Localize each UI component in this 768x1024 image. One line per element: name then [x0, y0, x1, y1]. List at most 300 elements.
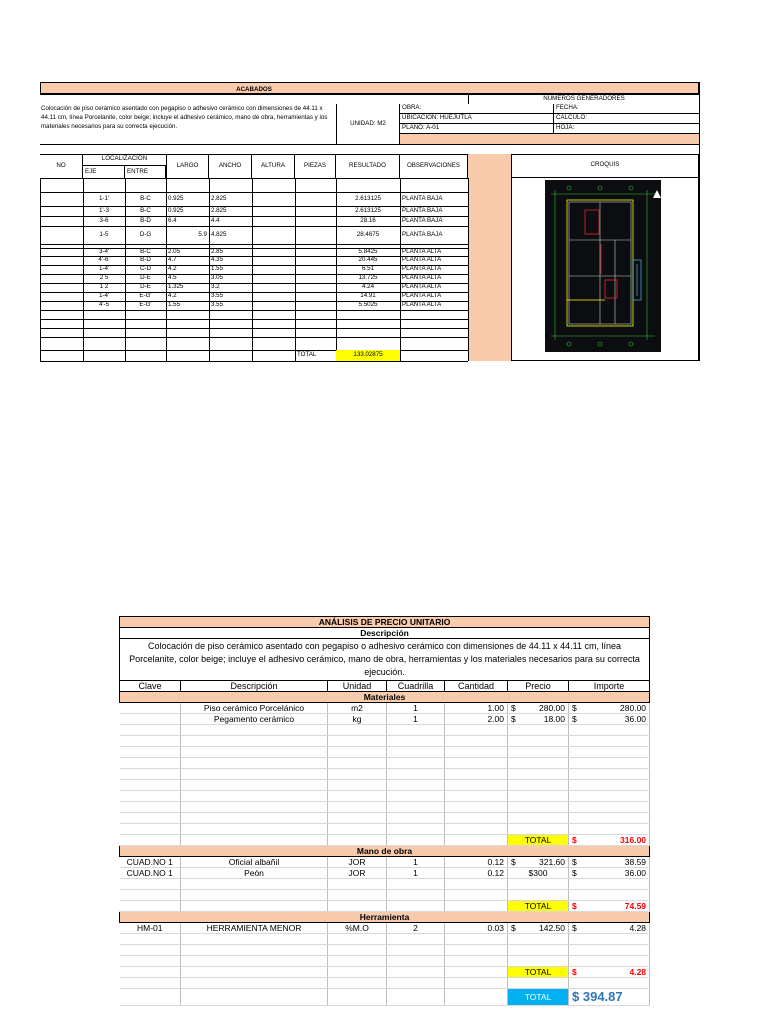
currency-sign: $: [572, 703, 577, 713]
empty-cell: [569, 758, 650, 769]
cell-eje: 1-4': [98, 292, 110, 300]
empty-cell: [328, 824, 387, 835]
row-rule: [40, 328, 468, 329]
col-descripcion: Descripción: [181, 681, 328, 692]
numeros-generadores-title: NÚMEROS GENERADORES: [468, 94, 699, 104]
empty-cell: [387, 989, 445, 1006]
empty-cell: [328, 967, 387, 978]
empty-cell: [120, 967, 181, 978]
mano-row-unidad: JOR: [328, 868, 387, 879]
cell-eje: 4'-5: [98, 301, 110, 309]
cell-entre: B-C: [140, 247, 151, 255]
material-row-importe: [569, 714, 650, 725]
col-rule: [468, 178, 469, 361]
cell-largo: 4.5: [168, 274, 177, 282]
row-rule: [40, 244, 468, 245]
empty-cell: [120, 934, 181, 945]
empty-cell: [181, 934, 328, 945]
col-importe: Importe: [569, 681, 650, 692]
cell-ancho: 1.55: [211, 265, 224, 273]
total-value: 133.02875: [336, 350, 400, 361]
cell-resultado: 20.445: [358, 256, 378, 264]
herramienta-row-cantidad: 0.03: [445, 923, 508, 934]
material-row-precio: [508, 703, 569, 714]
material-row-cuadrilla: 1: [387, 703, 445, 714]
empty-cell: [445, 956, 508, 967]
precio-value: 321.60: [539, 857, 565, 867]
cell-ancho: 4.825: [211, 230, 227, 238]
empty-cell: [328, 890, 387, 901]
empty-cell: [181, 758, 328, 769]
empty-cell: [387, 978, 445, 989]
empty-cell: [569, 736, 650, 747]
empty-cell: [328, 989, 387, 1006]
empty-cell: [120, 824, 181, 835]
cell-ancho: 3.05: [211, 274, 224, 282]
cell-largo: 6.4: [168, 216, 177, 224]
precio-unitario-table: [119, 616, 650, 1006]
cell-entre: E-G': [139, 292, 152, 300]
empty-cell: [328, 835, 387, 846]
empty-cell: [181, 747, 328, 758]
importe-value: 4.28: [629, 923, 647, 933]
empty-cell: [328, 901, 387, 912]
empty-cell: [445, 736, 508, 747]
empty-cell: [328, 802, 387, 813]
col-precio: Precio: [508, 681, 569, 692]
material-row-precio: [508, 714, 569, 725]
empty-cell: [387, 758, 445, 769]
herramienta-row-clave: HM-01: [120, 923, 181, 934]
descripcion-label: Descripción: [120, 628, 650, 639]
empty-cell: [508, 769, 569, 780]
empty-cell: [120, 956, 181, 967]
cell-ancho: 2.85: [211, 247, 224, 255]
cell-entre: B-C: [140, 206, 151, 214]
mano-row-descripcion: Peòn: [181, 868, 328, 879]
currency-sign: $: [511, 714, 516, 724]
empty-cell: [328, 978, 387, 989]
cell-obs: PLANTA ALTA: [402, 274, 442, 282]
grand-total-label: TOTAL: [508, 989, 569, 1006]
empty-cell: [445, 890, 508, 901]
row-rule: [40, 310, 468, 311]
empty-cell: [120, 791, 181, 802]
empty-cell: [181, 725, 328, 736]
mano-row-cuadrilla: 1: [387, 857, 445, 868]
unidad-label: UNIDAD: M2: [336, 104, 400, 144]
cell-largo: 1.325: [168, 283, 184, 291]
col-ancho: ANCHO: [209, 154, 252, 178]
grand-total-value: [569, 989, 650, 1006]
cell-entre: B-D: [140, 216, 151, 224]
empty-cell: [569, 769, 650, 780]
cell-entre: D-G: [139, 230, 152, 238]
cell-obs: PLANTA BAJA: [402, 194, 443, 202]
row-rule: [40, 319, 468, 320]
empty-cell: [569, 747, 650, 758]
empty-cell: [120, 945, 181, 956]
currency-sign: $: [572, 857, 577, 867]
empty-cell: [508, 956, 569, 967]
floor-plan-drawing: [545, 180, 661, 352]
cell-resultado: 2.613125: [355, 206, 381, 214]
cell-eje: 3-6: [99, 216, 109, 224]
cell-largo: 2.05: [168, 247, 181, 255]
empty-cell: [181, 835, 328, 846]
empty-cell: [508, 934, 569, 945]
grand-total-amount: 394.87: [582, 989, 623, 1004]
cell-obs: PLANTA ALTA: [402, 256, 442, 264]
empty-cell: [181, 945, 328, 956]
col-localizacion: LOCALIZACIÓN: [83, 154, 166, 166]
empty-cell: [569, 791, 650, 802]
total-amount: 4.28: [629, 967, 647, 977]
cell-eje: 1 2: [99, 283, 109, 291]
empty-cell: [445, 978, 508, 989]
cell-entre: B-D: [140, 256, 151, 264]
empty-cell: [120, 989, 181, 1006]
mano-row-unidad: JOR: [328, 857, 387, 868]
mano-row-clave: CUAD.NO 1: [120, 857, 181, 868]
empty-cell: [328, 945, 387, 956]
cell-obs: PLANTA BAJA: [402, 206, 443, 214]
col-piezas: PIEZAS: [295, 154, 336, 178]
empty-cell: [120, 835, 181, 846]
cell-obs: PLANTA ALTA: [402, 283, 442, 291]
cell-largo: 4.7: [168, 256, 177, 264]
cell-resultado: 28.4675: [356, 230, 380, 238]
empty-cell: [569, 802, 650, 813]
empty-cell: [181, 791, 328, 802]
material-row-unidad: m2: [328, 703, 387, 714]
cell-ancho: 4.35: [211, 256, 224, 264]
empty-cell: [445, 769, 508, 780]
empty-cell: [328, 769, 387, 780]
cell-largo: 4.2: [168, 265, 177, 273]
mano-row-cuadrilla: 1: [387, 868, 445, 879]
empty-cell: [387, 802, 445, 813]
empty-cell: [445, 945, 508, 956]
empty-cell: [445, 791, 508, 802]
col-cantidad: Cantidad: [445, 681, 508, 692]
col-rule: [40, 178, 41, 361]
empty-cell: [328, 736, 387, 747]
currency-sign: $: [572, 989, 580, 1004]
empty-cell: [387, 725, 445, 736]
empty-cell: [120, 813, 181, 824]
mano-row-cantidad: 0.12: [445, 857, 508, 868]
empty-cell: [508, 725, 569, 736]
importe-value: 38.59: [624, 857, 647, 867]
cell-largo: 0.925: [168, 206, 184, 214]
cell-ancho: 2.825: [211, 206, 227, 214]
col-clave: Clave: [120, 681, 181, 692]
empty-cell: [120, 890, 181, 901]
row-rule: [40, 337, 468, 338]
empty-cell: [569, 725, 650, 736]
empty-cell: [181, 813, 328, 824]
materiales-total-value: [569, 835, 650, 846]
empty-cell: [181, 879, 328, 890]
herramienta-row-importe: [569, 923, 650, 934]
currency-sign: $: [511, 703, 516, 713]
herramienta-row-precio: [508, 923, 569, 934]
precio-value: 18.00: [543, 714, 565, 724]
empty-cell: [328, 725, 387, 736]
cell-ancho: 4.4: [211, 216, 220, 224]
peach-band: [400, 134, 699, 144]
cell-eje: 4'-6': [98, 256, 110, 264]
empty-cell: [328, 758, 387, 769]
cell-eje: 1-1': [98, 194, 110, 202]
hoja-label: HOJA:: [553, 124, 699, 134]
herramienta-row-descripcion: HERRAMIENTA MENOR: [181, 923, 328, 934]
empty-cell: [445, 967, 508, 978]
col-entre: ENTRE: [125, 166, 166, 178]
empty-cell: [508, 802, 569, 813]
herramienta-total-value: [569, 967, 650, 978]
empty-cell: [445, 879, 508, 890]
cell-entre: E-G': [139, 301, 152, 309]
apu-description: Colocación de piso cerámico asentado con pegapiso o adhesivo cerámico con dimensiones de 44.11 x 44.11 cm, línea Porcelanite, color beige; incluye el adhesivo cerámico, mano de obra, herramientas y los materiales necesarios para su correcta ejecución.: [120, 639, 650, 681]
empty-cell: [120, 769, 181, 780]
cell-resultado: 14.91: [360, 292, 376, 300]
material-row-clave: [120, 703, 181, 714]
empty-cell: [120, 780, 181, 791]
cell-resultado: 2.613125: [355, 194, 381, 202]
empty-cell: [387, 835, 445, 846]
empty-cell: [508, 791, 569, 802]
empty-cell: [387, 769, 445, 780]
empty-cell: [445, 725, 508, 736]
empty-cell: [445, 934, 508, 945]
currency-sign: $: [511, 857, 516, 867]
empty-cell: [328, 791, 387, 802]
mano-de-obra-section: Mano de obra: [120, 846, 650, 857]
empty-cell: [181, 736, 328, 747]
empty-cell: [387, 736, 445, 747]
col-unidad: Unidad: [328, 681, 387, 692]
materiales-section: Materiales: [120, 692, 650, 703]
material-row-cantidad: 1.00: [445, 703, 508, 714]
precio-value: 142.50: [539, 923, 565, 933]
empty-cell: [120, 802, 181, 813]
empty-cell: [508, 945, 569, 956]
empty-cell: [387, 956, 445, 967]
empty-cell: [508, 736, 569, 747]
empty-cell: [445, 901, 508, 912]
cell-ancho: 3.55: [211, 301, 224, 309]
acabados-title: ACABADOS: [236, 85, 272, 93]
empty-cell: [328, 813, 387, 824]
fecha-label: FECHA:: [553, 104, 699, 114]
cell-eje: 3-4': [98, 247, 110, 255]
empty-cell: [508, 890, 569, 901]
empty-cell: [445, 835, 508, 846]
herramienta-section: Herramienta: [120, 912, 650, 923]
plano-label: PLANO: A-01: [400, 124, 553, 134]
empty-cell: [445, 758, 508, 769]
mano-row-precio: [508, 857, 569, 868]
material-row-importe: [569, 703, 650, 714]
mano-total-label: TOTAL: [508, 901, 569, 912]
currency-sign: $: [511, 923, 516, 933]
cell-ancho: 3.2: [211, 283, 220, 291]
mano-total-value: [569, 901, 650, 912]
total-amount: 74.59: [624, 901, 647, 911]
empty-cell: [181, 989, 328, 1006]
empty-cell: [181, 769, 328, 780]
empty-cell: [387, 813, 445, 824]
description-text: Colocación de piso cerámico asentado con pegapiso o adhesivo cerámico con dimensiones de 44.11 x 44.11 cm, línea Porcelanite, color beige; incluye el adhesivo cerámico, mano de obra, herramientas y los materiales necesarios para su correcta ejecución.: [41, 105, 328, 130]
currency-sign: $: [572, 714, 577, 724]
empty-cell: [328, 747, 387, 758]
empty-cell: [328, 780, 387, 791]
cell-obs: PLANTA BAJA: [402, 216, 443, 224]
empty-cell: [508, 813, 569, 824]
empty-cell: [508, 824, 569, 835]
total-amount: 316.00: [620, 835, 647, 845]
empty-cell: [328, 956, 387, 967]
empty-cell: [569, 780, 650, 791]
empty-cell: [387, 901, 445, 912]
cell-entre: C-D: [140, 265, 151, 273]
ubicacion-label: UBICACIÓN: HUEJUTLA: [400, 114, 553, 124]
empty-cell: [445, 989, 508, 1006]
cell-eje: 2 5: [99, 274, 109, 282]
empty-cell: [445, 780, 508, 791]
empty-cell: [569, 824, 650, 835]
empty-cell: [387, 780, 445, 791]
material-row-clave: [120, 714, 181, 725]
cell-eje: 1-5: [99, 230, 109, 238]
col-resultado: RESULTADO: [336, 154, 400, 178]
empty-cell: [328, 879, 387, 890]
herramienta-row-unidad: %M.O: [328, 923, 387, 934]
empty-cell: [387, 747, 445, 758]
empty-cell: [387, 945, 445, 956]
cell-ancho: 3.55: [211, 292, 224, 300]
cell-largo: 0.925: [168, 194, 184, 202]
cell-resultado: 28.16: [360, 216, 376, 224]
col-largo: LARGO: [166, 154, 209, 178]
cell-eje: 1-4': [98, 265, 110, 273]
material-row-descripcion: Pegamento cerámico: [181, 714, 328, 725]
empty-cell: [181, 802, 328, 813]
empty-cell: [569, 890, 650, 901]
empty-cell: [387, 967, 445, 978]
col-observaciones: OBSERVACIONES: [400, 154, 468, 178]
mano-row-descripcion: Oficial albañil: [181, 857, 328, 868]
cell-resultado: 4.24: [361, 283, 375, 291]
col-eje: EJE: [83, 166, 125, 178]
mano-row-cantidad: 0.12: [445, 868, 508, 879]
currency-sign: $: [572, 868, 577, 878]
empty-cell: [445, 747, 508, 758]
empty-cell: [508, 879, 569, 890]
empty-cell: [181, 967, 328, 978]
calculo-label: CÁLCULO:: [553, 114, 699, 124]
importe-value: 36.00: [624, 714, 647, 724]
generadores-sheet: [40, 82, 699, 361]
empty-cell: [387, 934, 445, 945]
empty-cell: [569, 978, 650, 989]
empty-cell: [120, 747, 181, 758]
empty-cell: [120, 879, 181, 890]
cell-entre: D-E: [140, 274, 151, 282]
mano-row-precio: [508, 868, 569, 879]
empty-cell: [445, 824, 508, 835]
apu-title: ANÁLISIS DE PRECIO UNITARIO: [120, 617, 650, 628]
cell-entre: D-E: [140, 283, 151, 291]
empty-cell: [508, 758, 569, 769]
empty-cell: [181, 956, 328, 967]
col-rule: [295, 178, 296, 361]
empty-cell: [445, 802, 508, 813]
cell-resultado: 6.51: [361, 265, 375, 273]
empty-cell: [120, 901, 181, 912]
peach-column: [468, 154, 511, 361]
empty-cell: [387, 824, 445, 835]
currency-sign: $: [572, 901, 577, 911]
empty-cell: [569, 934, 650, 945]
empty-cell: [181, 780, 328, 791]
col-rule: [252, 178, 253, 361]
currency-sign: $: [572, 967, 577, 977]
empty-cell: [569, 945, 650, 956]
precio-value: 280.00: [539, 703, 565, 713]
empty-cell: [120, 725, 181, 736]
cell-obs: PLANTA ALTA: [402, 247, 442, 255]
mano-row-importe: [569, 868, 650, 879]
cell-largo: 1.55: [168, 301, 181, 309]
cell-eje: 1'-3: [98, 206, 110, 214]
empty-cell: [181, 901, 328, 912]
precio-value: $300: [528, 868, 548, 878]
empty-cell: [328, 934, 387, 945]
materiales-total-label: TOTAL: [508, 835, 569, 846]
cell-obs: PLANTA BAJA: [402, 230, 443, 238]
material-row-unidad: kg: [328, 714, 387, 725]
cell-obs: PLANTA ALTA: [402, 301, 442, 309]
empty-cell: [387, 791, 445, 802]
cell-largo: 5.9: [198, 230, 207, 238]
material-row-descripcion: Piso cerámico Porcelánico: [181, 703, 328, 714]
col-no: NO: [40, 154, 83, 178]
cell-entre: B-C: [140, 194, 151, 202]
herramienta-total-label: TOTAL: [508, 967, 569, 978]
cell-largo: 4.2: [168, 292, 177, 300]
material-row-cuadrilla: 1: [387, 714, 445, 725]
empty-cell: [569, 956, 650, 967]
cell-ancho: 2.825: [211, 194, 227, 202]
empty-cell: [181, 978, 328, 989]
cell-resultado: 5.5025: [358, 301, 378, 309]
empty-cell: [508, 780, 569, 791]
empty-cell: [508, 747, 569, 758]
empty-cell: [569, 879, 650, 890]
empty-cell: [445, 813, 508, 824]
row-rule: [40, 350, 468, 351]
empty-cell: [508, 978, 569, 989]
empty-cell: [120, 758, 181, 769]
cell-obs: PLANTA ALTA: [402, 292, 442, 300]
herramienta-row-cuadrilla: 2: [387, 923, 445, 934]
material-row-cantidad: 2.00: [445, 714, 508, 725]
mano-row-clave: CUAD.NO 1: [120, 868, 181, 879]
empty-cell: [387, 879, 445, 890]
